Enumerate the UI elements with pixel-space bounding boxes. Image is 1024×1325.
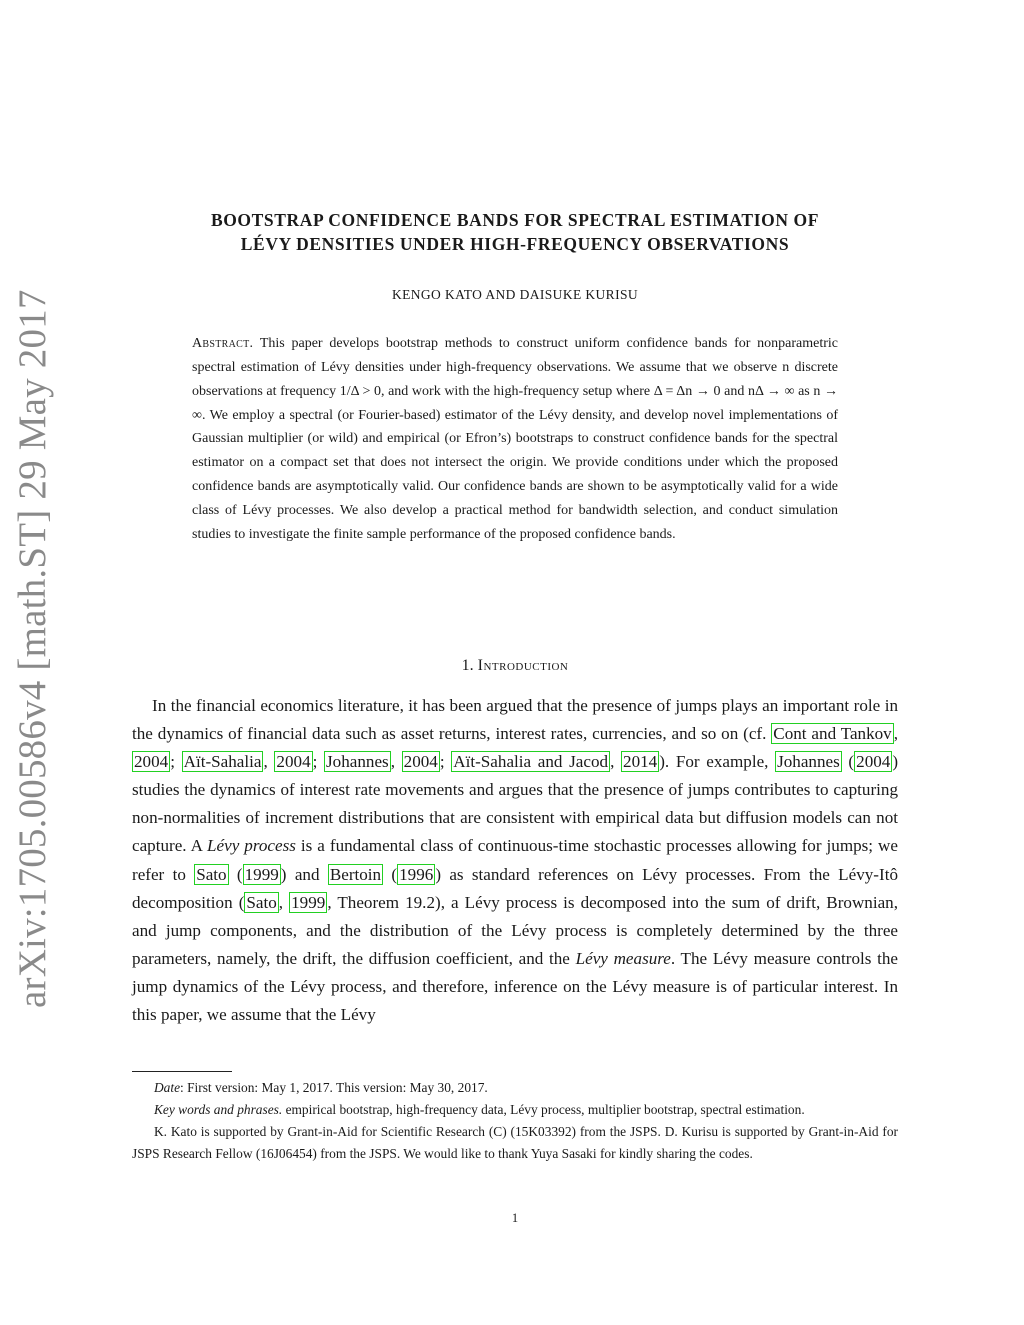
date-label: Date — [154, 1080, 181, 1095]
body-text: and — [286, 864, 328, 884]
citation-link[interactable]: Sato — [246, 892, 277, 912]
abstract-text: This paper develops bootstrap methods to construct uniform confidence bands for nonparametric spectral estimation of Lévy densities under high-frequency observations. We assume that we observe n discrete observations at frequency 1/Δ > 0, and work with the high-frequency setup where Δ = Δn → 0 and nΔ → ∞ as n → ∞. We employ a spectral (or Fourier-based) estimator of the Lévy density, and develop novel implementations of Gaussian multiplier (or wild) and empirical (or Efron’s) bootstraps to construct confidence bands for the spectral estimator on a compact set that does not intersect the origin. We provide conditions under which the proposed confidence bands are asymptotically valid. Our confidence bands are shown to be asymptotically valid for a wide class of Lévy processes. We also develop a practical method for bandwidth selection, and conduct simulation studies to investigate the finite sample performance of the proposed confidence bands. — [192, 336, 839, 542]
citation-link[interactable]: 2004 — [856, 752, 891, 772]
footnote-rule — [132, 1071, 232, 1072]
body-paragraph: In the financial economics literature, it has been argued that the presence of jumps plays an important role in the dynamics of financial data such as asset returns, interest rates, currencies, and so on (cf. Cont and Tankov , 2004 ; Aït-Sahalia , 2004 ; Johannes , 2004 ; Aït-Sahalia and Jacod , 2014 ). For example, Johannes ( 2004 ) studies the dynamics of interest rate movements and argues that the presence of jumps contributes to capturing non-normalities of increment distributions that are consistent with empirical data but diffusion models can not capture. A Lévy process is a fundamental class of continuous-time stochastic processes allowing for jumps; we refer to Sato ( 1999 ) and Bertoin ( 1996 ) as standard references on Lévy processes. From the Lévy-Itô decomposition ( Sato , 1999 , Theorem 19.2), a Lévy process is decomposed into the sum of drift, Brownian, and jump components, and the distribution of the Lévy process is completely determined by the three parameters, namely, the drift, the diffusion coefficient, and the Lévy measure. The Lévy measure controls the jump dynamics of the Lévy process, and therefore, inference on the Lévy measure is of particular interest. In this paper, we assume that the Lévy — [132, 696, 899, 1025]
title-line-2: LÉVY DENSITIES UNDER HIGH-FREQUENCY OBSERVATIONS — [240, 234, 790, 254]
body-text: . The Lévy measure controls the jump dynamics of the Lévy process, and therefore, inference on the Lévy measure is of particular interest. In this paper, we assume that the Lévy — [132, 948, 898, 1025]
citation-link[interactable]: 1996 — [399, 864, 434, 884]
footnote-keywords — [132, 1099, 898, 1121]
abstract — [192, 332, 838, 547]
page-number: 1 — [511, 1211, 519, 1225]
body-text: ). For example, — [659, 752, 776, 772]
footnote-date — [132, 1077, 898, 1099]
keywords-label: Key words and phrases. — [154, 1102, 283, 1117]
citation-link[interactable]: 2014 — [623, 752, 658, 772]
citation-link[interactable]: Bertoin — [329, 864, 382, 884]
body-text: as standard references on Lévy processes. From the Lévy-Itô decomposition ( — [132, 864, 898, 912]
citation-link[interactable]: Johannes — [777, 752, 840, 772]
body-text: studies the dynamics of interest rate movements and argues that the presence of jumps contributes to capturing non-normalities of increment distributions that are consistent with empirical data but diffusion models can not capture. A — [132, 780, 898, 856]
citation-link[interactable]: Aït-Sahalia — [183, 752, 262, 772]
footnote-funding: K. Kato is supported by Grant-in-Aid for Scientific Research (C) (15K03392) from the JSPS. D. Kurisu is supported by Grant-in-Aid for JSPS Research Fellow (16J06454) from the JSPS. We would like to thank Yuya Sasaki for kindly sharing the codes. — [132, 1124, 898, 1161]
section-number: 1. — [461, 657, 474, 674]
citation-link[interactable]: 2004 — [134, 752, 169, 772]
emphasis-term: Lévy process — [207, 836, 296, 856]
emphasis-term: Lévy measure — [575, 948, 671, 968]
body-text: In the financial economics literature, it has been argued that the presence of jumps plays an important role in the dynamics of financial data such as asset returns, interest rates, currencies, and so on (cf. — [132, 696, 898, 744]
section-title: Introduction — [477, 657, 569, 674]
title-line-1: BOOTSTRAP CONFIDENCE BANDS FOR SPECTRAL ESTIMATION OF — [210, 210, 820, 230]
citation-link[interactable]: Aït-Sahalia and Jacod — [453, 752, 609, 772]
citation-link[interactable]: 1999 — [291, 892, 326, 912]
paper-title — [132, 208, 898, 256]
authors: KENGO KATO AND DAISUKE KURISU — [391, 287, 639, 302]
footnotes — [132, 1077, 898, 1165]
citation-link[interactable]: 1999 — [244, 864, 279, 884]
citation-link[interactable]: Sato — [196, 864, 227, 884]
date-text: : First version: May 1, 2017. This version: May 30, 2017. — [180, 1080, 488, 1095]
citation-link[interactable]: 2004 — [403, 752, 438, 772]
section-heading — [132, 657, 898, 675]
keywords-text: empirical bootstrap, high-frequency data, Lévy process, multiplier bootstrap, spectral estimation. — [282, 1102, 805, 1117]
citation-link[interactable]: Cont and Tankov — [773, 724, 892, 744]
body-text: , Theorem 19.2), a Lévy process is decomposed into the sum of drift, Brownian, and jump components, and the distribution of the Lévy process is completely determined by the three parameters, namely, the drift, the diffusion coefficient, and the — [132, 892, 898, 968]
body-text: is a fundamental class of continuous-time stochastic processes allowing for jumps; we refer to — [132, 836, 898, 884]
citation-link[interactable]: 2004 — [276, 752, 311, 772]
arxiv-identifier: arXiv:1705.00586v4 [math.ST] 29 May 2017 — [11, 289, 54, 1008]
citation-link[interactable]: Johannes — [326, 752, 389, 772]
abstract-label: Abstract. — [192, 336, 254, 351]
